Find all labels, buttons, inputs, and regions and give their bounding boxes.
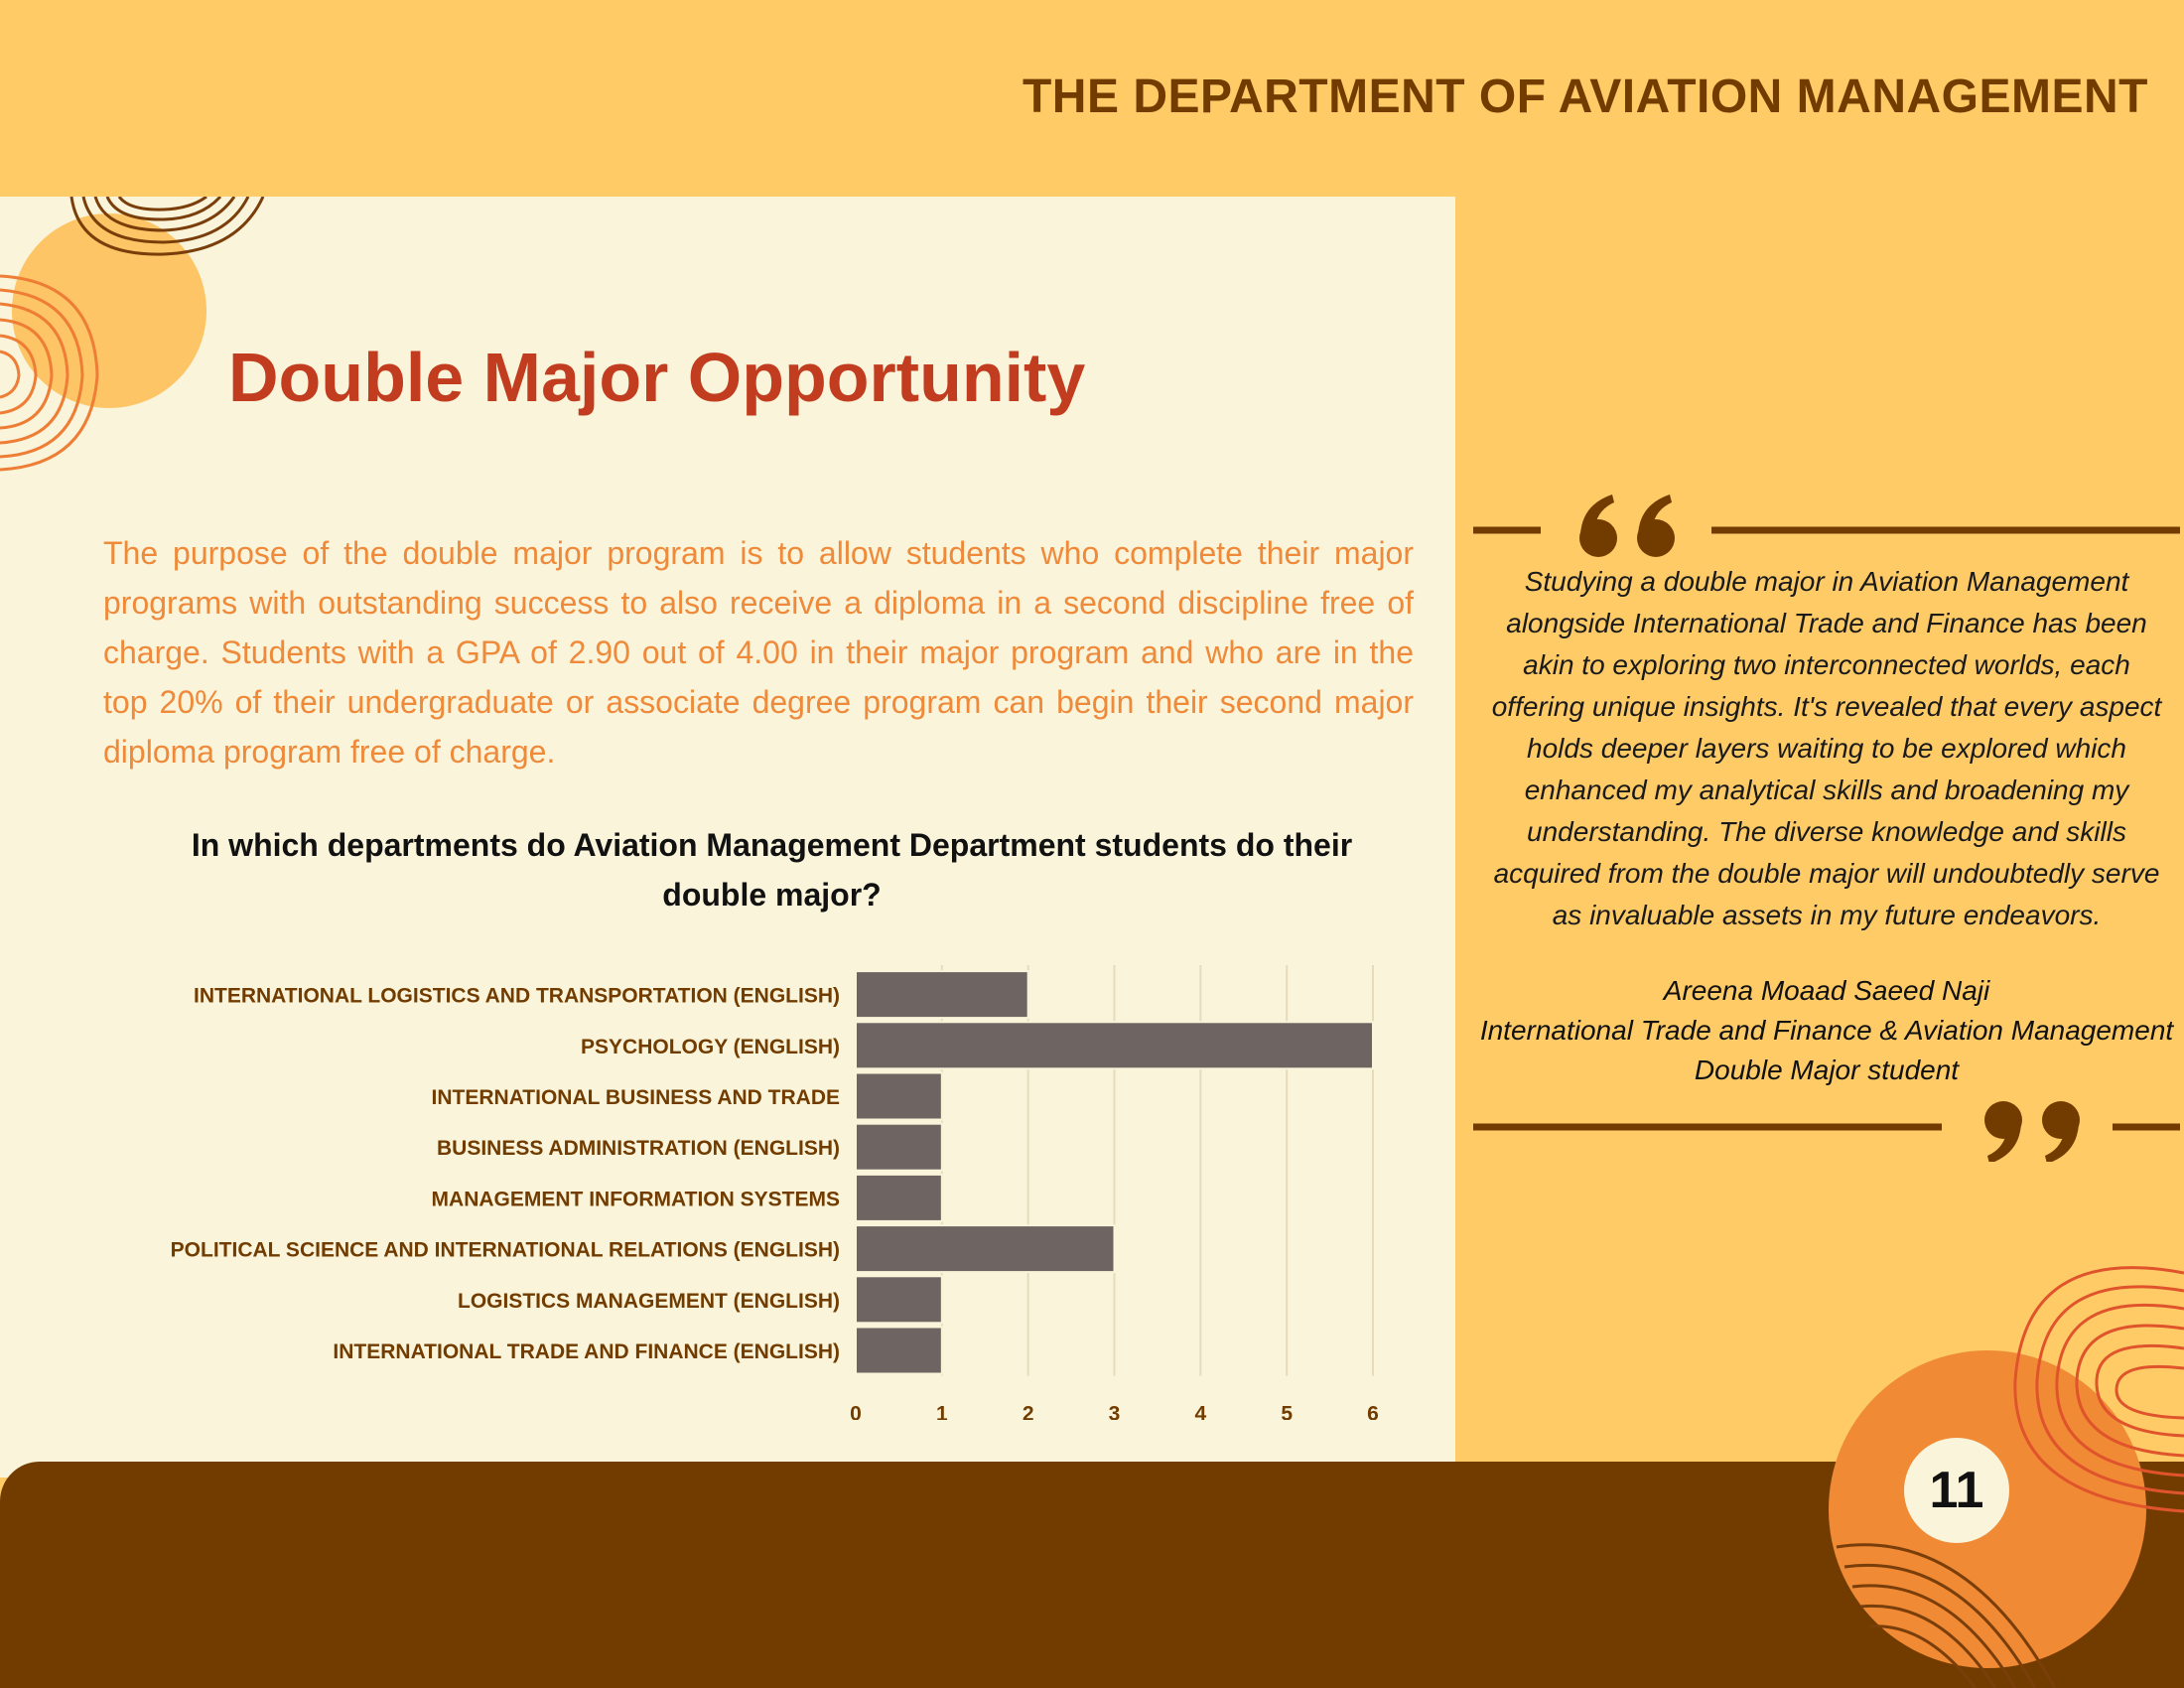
bar xyxy=(856,1175,942,1221)
chart-heading xyxy=(119,820,1425,919)
bar xyxy=(856,1073,942,1120)
category-label: BUSINESS ADMINISTRATION (ENGLISH) xyxy=(436,1137,840,1161)
page-number: 11 xyxy=(1904,1438,2009,1543)
category-label: PSYCHOLOGY (ENGLISH) xyxy=(581,1035,840,1058)
x-tick-label: 1 xyxy=(935,1402,948,1420)
author-role: Double Major student xyxy=(1694,1055,1960,1085)
bar xyxy=(856,1328,942,1374)
author-programs: International Trade and Finance & Aviation Management xyxy=(1479,1015,2174,1046)
x-tick-label: 3 xyxy=(1108,1402,1121,1420)
author-name: Areena Moaad Saeed Naji xyxy=(1663,975,1990,1006)
bar xyxy=(856,971,1028,1018)
testimonial-quote: Studying a double major in Aviation Management alongside International Trade and Finance has been akin to exploring two interconnected worlds, each offering unique insights. It's revealed that every aspect holds deeper layers waiting to be explored which enhanced my analytical skills and broadening my understanding. The diverse knowledge and skills acquired from the double major will undoubtedly serve as invaluable assets in my future endeavors. xyxy=(1491,566,2162,930)
closing-quote-icon xyxy=(1984,1101,2080,1162)
x-tick-label: 4 xyxy=(1194,1402,1207,1420)
bar xyxy=(856,1276,942,1323)
x-tick-label: 0 xyxy=(850,1402,862,1420)
testimonial-attribution xyxy=(1479,971,2174,1090)
x-tick-label: 5 xyxy=(1281,1402,1294,1420)
chart-heading-line: In which departments do Aviation Management Department students do their xyxy=(191,827,1353,863)
category-label: INTERNATIONAL LOGISTICS AND TRANSPORTATION (ENGLISH) xyxy=(194,984,840,1008)
double-major-bar-chart xyxy=(0,943,1455,1420)
category-label: MANAGEMENT INFORMATION SYSTEMS xyxy=(431,1188,840,1211)
category-label: LOGISTICS MANAGEMENT (ENGLISH) xyxy=(458,1289,840,1313)
bar xyxy=(856,1022,1373,1068)
category-label: INTERNATIONAL BUSINESS AND TRADE xyxy=(431,1086,840,1109)
bar xyxy=(856,1124,942,1171)
category-label: INTERNATIONAL TRADE AND FINANCE (ENGLISH) xyxy=(333,1340,840,1363)
page-title: Double Major Opportunity xyxy=(228,339,1086,416)
intro-paragraph: The purpose of the double major program is to allow students who complete their major programs with outstanding success to also receive a diploma in a second discipline free of charge. Students with a GPA of 2.90 out of 4.00 in their major program and who are in the top 20% of their undergraduate or associate degree program can begin their second major diploma program free of charge. xyxy=(103,535,1414,770)
chart-heading-line: double major? xyxy=(662,877,882,913)
bar xyxy=(856,1225,1115,1272)
department-title: THE DEPARTMENT OF AVIATION MANAGEMENT xyxy=(1022,70,2148,123)
category-label: POLITICAL SCIENCE AND INTERNATIONAL RELATIONS (ENGLISH) xyxy=(170,1238,840,1262)
x-tick-label: 6 xyxy=(1367,1402,1379,1420)
x-tick-label: 2 xyxy=(1022,1402,1034,1420)
opening-quote-icon xyxy=(1579,494,1675,557)
